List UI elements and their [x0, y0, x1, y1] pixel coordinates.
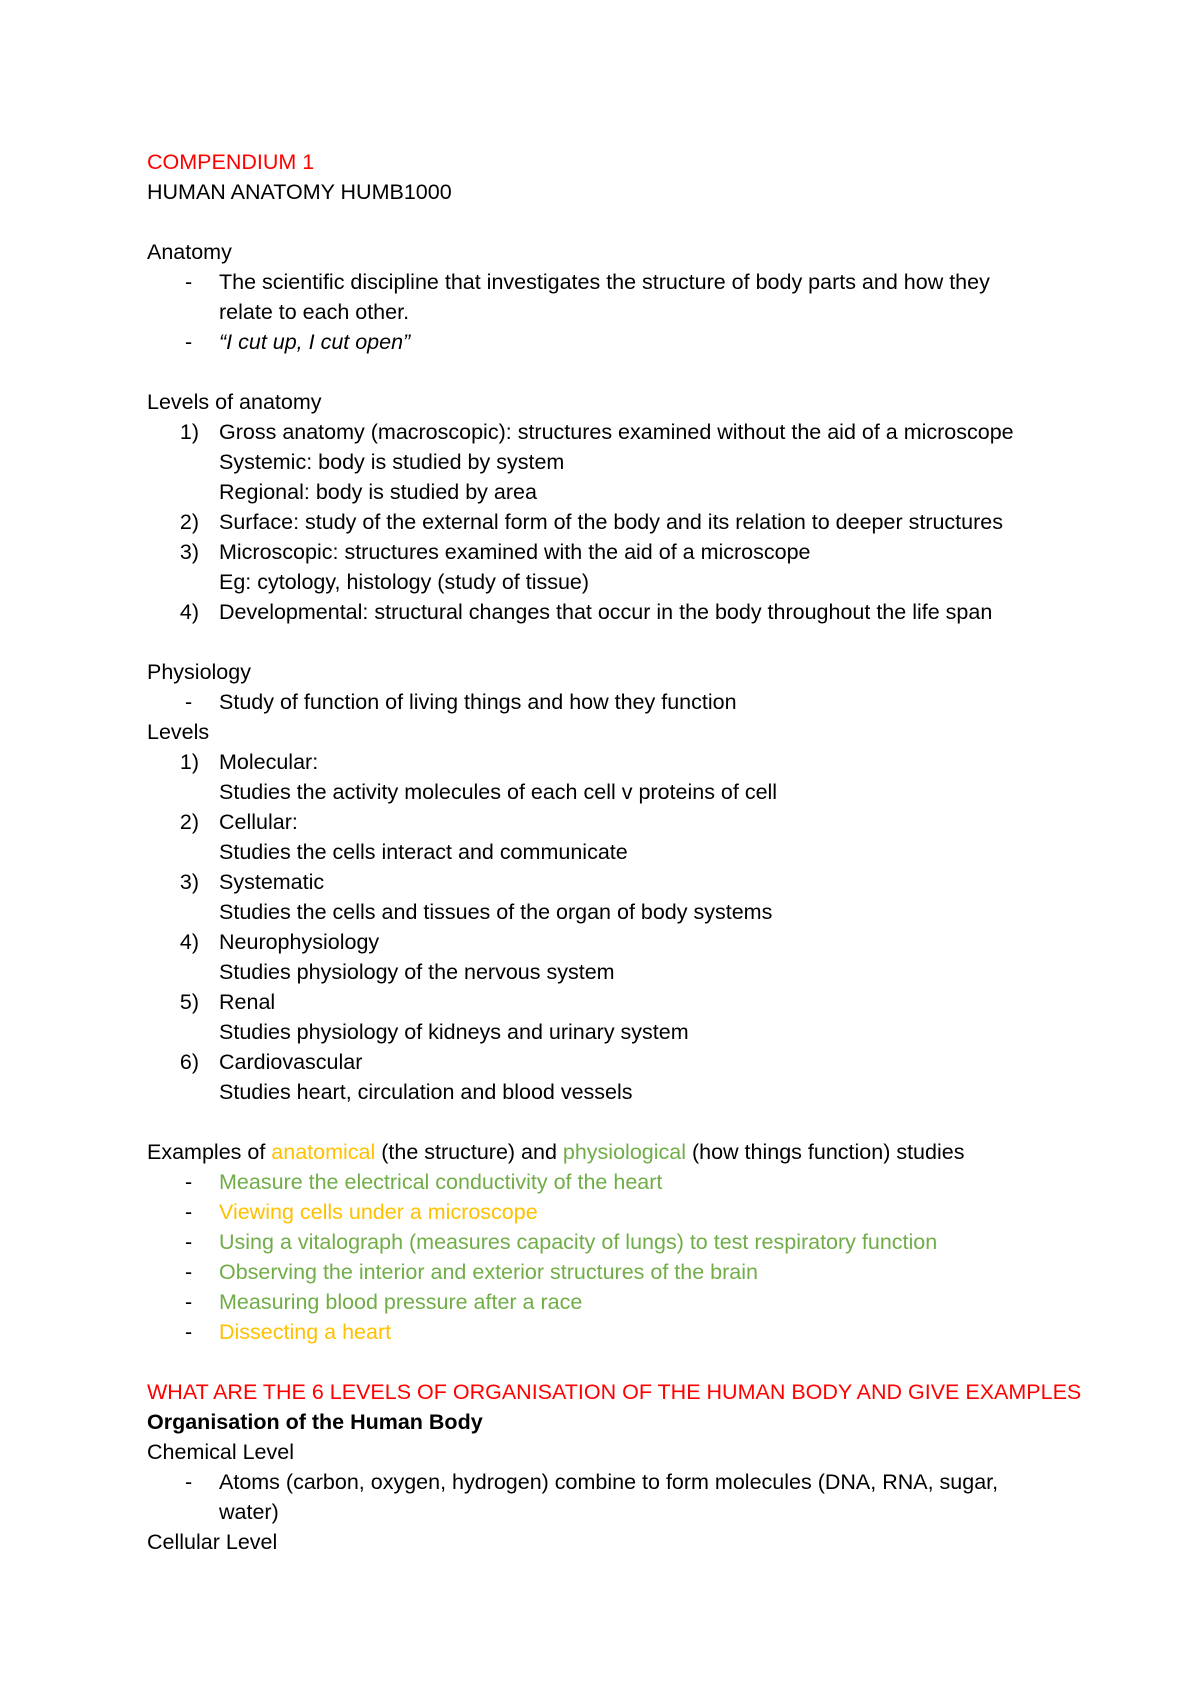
cellular-level-heading: Cellular Level — [147, 1530, 278, 1554]
numbered-item — [147, 417, 1067, 447]
item-text: Molecular: — [219, 750, 319, 774]
dash-marker: - — [185, 690, 193, 714]
examples-intro-text: (the structure) and — [375, 1140, 563, 1164]
dash-marker: - — [185, 1290, 193, 1314]
example-item — [147, 1257, 1067, 1287]
item-number: 2) — [179, 810, 199, 834]
example-item — [147, 1227, 1067, 1257]
list-item-text: The scientific discipline that investigates the structure of body parts and how they — [219, 270, 990, 294]
item-subtext: Systemic: body is studied by system — [219, 450, 565, 474]
item-number: 3) — [179, 870, 199, 894]
numbered-item — [147, 747, 1067, 777]
document-page — [147, 147, 1082, 1557]
item-text: Neurophysiology — [219, 930, 380, 954]
list-item-text: Atoms (carbon, oxygen, hydrogen) combine to form molecules (DNA, RNA, sugar, — [219, 1470, 999, 1494]
numbered-item — [147, 537, 1067, 567]
example-text: Measure the electrical conductivity of the heart — [219, 1170, 663, 1194]
numbered-item — [147, 1047, 1067, 1077]
item-text: Gross anatomy (macroscopic): structures examined without the aid of a microscope — [219, 420, 1014, 444]
organisation-question: WHAT ARE THE 6 LEVELS OF ORGANISATION OF THE HUMAN BODY AND GIVE EXAMPLES — [147, 1380, 1082, 1404]
item-subtext: Studies the cells and tissues of the organ of body systems — [219, 900, 773, 924]
item-subtext: Studies the activity molecules of each cell v proteins of cell — [219, 780, 778, 804]
item-subtext: Studies heart, circulation and blood vessels — [219, 1080, 633, 1104]
list-item — [147, 1467, 1067, 1497]
item-text: Developmental: structural changes that occur in the body throughout the life span — [219, 600, 993, 624]
item-text: Cellular: — [219, 810, 298, 834]
example-text: Viewing cells under a microscope — [219, 1200, 538, 1224]
example-item — [147, 1167, 1067, 1197]
example-text: Measuring blood pressure after a race — [219, 1290, 583, 1314]
item-text: Systematic — [219, 870, 325, 894]
item-number: 1) — [179, 750, 199, 774]
item-text: Microscopic: structures examined with the aid of a microscope — [219, 540, 811, 564]
levels-anatomy-heading: Levels of anatomy — [147, 390, 322, 414]
item-number: 3) — [179, 540, 199, 564]
example-item — [147, 1317, 1067, 1347]
anatomical-keyword: anatomical — [271, 1140, 376, 1164]
examples-intro-text: Examples of — [147, 1140, 272, 1164]
document-title: COMPENDIUM 1 — [147, 150, 315, 174]
dash-marker: - — [185, 1230, 193, 1254]
list-item — [147, 327, 1067, 357]
item-text: Surface: study of the external form of the body and its relation to deeper structures — [219, 510, 1003, 534]
item-subtext: Studies the cells interact and communicate — [219, 840, 628, 864]
list-item — [147, 267, 1067, 297]
dash-marker: - — [185, 1170, 193, 1194]
numbered-item — [147, 597, 1067, 627]
item-subtext: Studies physiology of the nervous system — [219, 960, 615, 984]
list-item-text: Study of function of living things and how they function — [219, 690, 737, 714]
physiological-keyword: physiological — [562, 1140, 686, 1164]
dash-marker: - — [185, 330, 193, 354]
physiology-heading: Physiology — [147, 660, 251, 684]
list-item — [147, 687, 1067, 717]
list-item-continuation: relate to each other. — [219, 300, 410, 324]
numbered-item — [147, 867, 1067, 897]
item-number: 1) — [179, 420, 199, 444]
dash-marker: - — [185, 1200, 193, 1224]
item-text: Cardiovascular — [219, 1050, 363, 1074]
item-number: 4) — [179, 930, 199, 954]
examples-intro-text: (how things function) studies — [686, 1140, 965, 1164]
list-item-text: “I cut up, I cut open” — [219, 330, 411, 354]
example-text: Using a vitalograph (measures capacity of lungs) to test respiratory function — [219, 1230, 938, 1254]
organisation-heading: Organisation of the Human Body — [147, 1410, 483, 1434]
examples-intro — [147, 1137, 1067, 1167]
item-number: 4) — [179, 600, 199, 624]
numbered-item — [147, 507, 1067, 537]
physiology-levels-heading: Levels — [147, 720, 210, 744]
numbered-item — [147, 987, 1067, 1017]
dash-marker: - — [185, 1320, 193, 1344]
item-number: 5) — [179, 990, 199, 1014]
anatomy-heading: Anatomy — [147, 240, 232, 264]
chemical-level-heading: Chemical Level — [147, 1440, 294, 1464]
item-subtext: Studies physiology of kidneys and urinary system — [219, 1020, 689, 1044]
item-number: 2) — [179, 510, 199, 534]
item-subtext: Eg: cytology, histology (study of tissue) — [219, 570, 590, 594]
example-text: Observing the interior and exterior structures of the brain — [219, 1260, 758, 1284]
example-item — [147, 1197, 1067, 1227]
item-subtext: Regional: body is studied by area — [219, 480, 537, 504]
dash-marker: - — [185, 270, 193, 294]
example-item — [147, 1287, 1067, 1317]
item-number: 6) — [179, 1050, 199, 1074]
document-subtitle: HUMAN ANATOMY HUMB1000 — [147, 180, 452, 204]
numbered-item — [147, 807, 1067, 837]
dash-marker: - — [185, 1470, 193, 1494]
item-text: Renal — [219, 990, 276, 1014]
example-text: Dissecting a heart — [219, 1320, 392, 1344]
dash-marker: - — [185, 1260, 193, 1284]
numbered-item — [147, 927, 1067, 957]
list-item-continuation: water) — [219, 1500, 279, 1524]
